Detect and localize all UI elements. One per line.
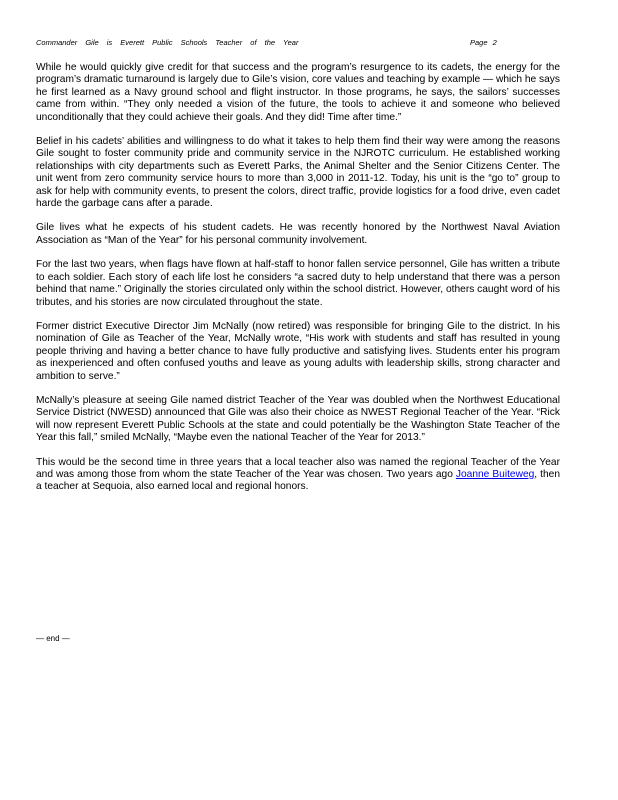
paragraph: For the last two years, when flags have flown at half-staff to honor fallen service personnel, Gile has written a tribute to each soldier. Each story of each life lost he considers “a sacred duty to help understand that there was a person behind that name.” Originally the stories circulated only within the school district. However, others caught word of his tributes, and his stories are now circulated throughout the state.	[36, 259, 560, 308]
page-header	[36, 38, 506, 47]
header-title: Commander Gile is Everett Public Schools Teacher of the Year	[36, 38, 299, 47]
paragraph: Former district Executive Director Jim McNally (now retired) was responsible for bringing Gile to the district. In his nomination of Gile as Teacher of the Year, McNally wrote, “His work with students and staff has resulted in young people thriving and having a better chance to have fully productive and satisfying lives. Students enter his program as inexperienced and often confused youths and leave as young adults with leadership skills, strong character and ambition to serve.”	[36, 320, 560, 382]
article-body	[36, 62, 560, 506]
paragraph-text: , then a teacher at Sequoia, also earned local and regional honors.	[36, 468, 560, 493]
page-number: Page 2	[470, 38, 497, 47]
end-mark: — end —	[36, 634, 70, 643]
paragraph-text: This would be the second time in three years that a local teacher also was named the regional Teacher of the Year and was among those from whom the state Teacher of the Year was chosen. Two years ago	[36, 456, 560, 480]
joanne-buiteweg-link[interactable]: Joanne Buiteweg	[455, 468, 535, 480]
paragraph: Gile lives what he expects of his student cadets. He was recently honored by the Northwest Naval Aviation Association as “Man of the Year” for his personal community involvement.	[36, 222, 560, 246]
paragraph: Belief in his cadets’ abilities and willingness to do what it takes to help them find their way were among the reasons Gile sought to foster community pride and community service in the NJROTC curriculum. He established working relationships with city departments such as Everett Parks, the Animal Shelter and the Senior Citizens Center. The unit went from zero community service hours to more than 3,000 in 2011-12. Today, his unit is the “go to” group to ask for help with community events, to present the colors, direct traffic, provide logistics for a food drive, even cadet harde the garbage cans after a parade.	[36, 136, 560, 210]
paragraph: McNally’s pleasure at seeing Gile named district Teacher of the Year was doubled when the Northwest Educational Service District (NWESD) announced that Gile was also their choice as NWEST Regional Teacher of the Year. “Rick will now represent Everett Public Schools at the state and could potentially be the Washington State Teacher of the Year this fall,” smiled McNally, “Maybe even the national Teacher of the Year for 2013.”	[36, 394, 560, 444]
paragraph: While he would quickly give credit for that success and the program’s resurgence to its cadets, the energy for the program’s dramatic turnaround is largely due to Gile’s vision, core values and teaching by example — which he says he first learned as a Navy ground school and flight instructor. In those programs, he says, the sailors’ successes came from within. “They only needed a vision of the future, the tools to achieve it and someone who believed unconditionally that they could achieve their goals. And they did! Time after time.”	[36, 62, 560, 123]
paragraph-last	[36, 457, 560, 494]
